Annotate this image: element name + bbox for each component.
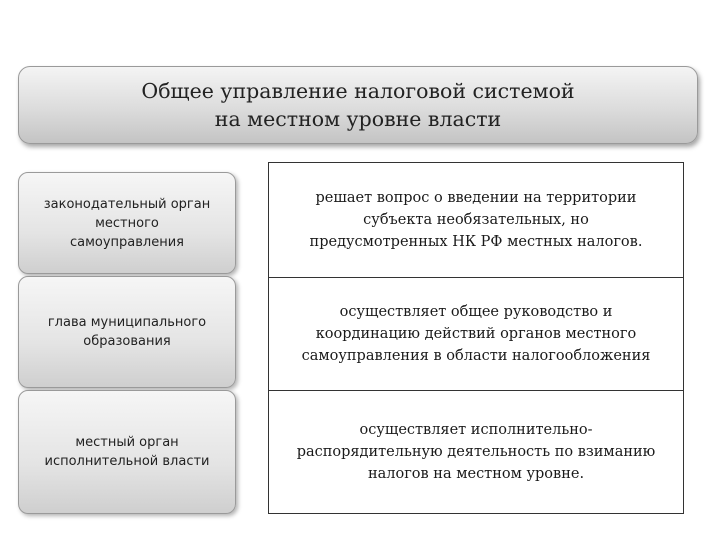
left-box-legislative-body bbox=[18, 172, 236, 274]
responsibilities-table bbox=[268, 162, 684, 514]
responsibility-line: субъекта необязательных, но bbox=[363, 212, 589, 228]
responsibility-line: решает вопрос о введении на территории bbox=[315, 190, 637, 206]
responsibility-line: распорядительную деятельность по взиманию bbox=[296, 444, 656, 460]
responsibility-text bbox=[302, 301, 651, 367]
responsibility-text bbox=[297, 419, 656, 485]
responsibility-cell-municipal-head bbox=[269, 278, 683, 390]
left-label-line: местный орган bbox=[75, 435, 179, 450]
responsibility-line: осуществляет общее руководство и bbox=[339, 304, 613, 320]
responsibility-line: предусмотренных НК РФ местных налогов. bbox=[309, 234, 643, 250]
responsibility-cell-legislative bbox=[269, 163, 683, 277]
left-box-label bbox=[48, 313, 206, 351]
left-label-line: местного bbox=[95, 215, 159, 231]
title-line-2: на местном уровне власти bbox=[214, 107, 502, 131]
responsibility-cell-executive bbox=[269, 391, 683, 513]
left-label-line: самоуправления bbox=[69, 234, 184, 250]
diagram-title-box bbox=[18, 66, 698, 144]
title-line-1: Общее управление налоговой системой bbox=[141, 79, 575, 103]
left-label-line: исполнительной власти bbox=[44, 454, 210, 469]
responsibility-line: налогов на местном уровне. bbox=[367, 466, 585, 482]
responsibility-line: координацию действий органов местного bbox=[315, 326, 637, 342]
responsibility-line: осуществляет исполнительно- bbox=[359, 422, 593, 438]
left-box-label bbox=[45, 433, 210, 471]
left-label-line: законодательный орган bbox=[43, 196, 211, 212]
left-box-label bbox=[44, 195, 210, 252]
responsibility-line: самоуправления в области налогообложения bbox=[301, 348, 651, 364]
responsibility-text bbox=[310, 187, 643, 253]
left-box-executive-body bbox=[18, 390, 236, 514]
left-box-municipal-head bbox=[18, 276, 236, 388]
left-label-line: глава муниципального bbox=[47, 315, 207, 330]
left-label-line: образования bbox=[83, 334, 171, 349]
